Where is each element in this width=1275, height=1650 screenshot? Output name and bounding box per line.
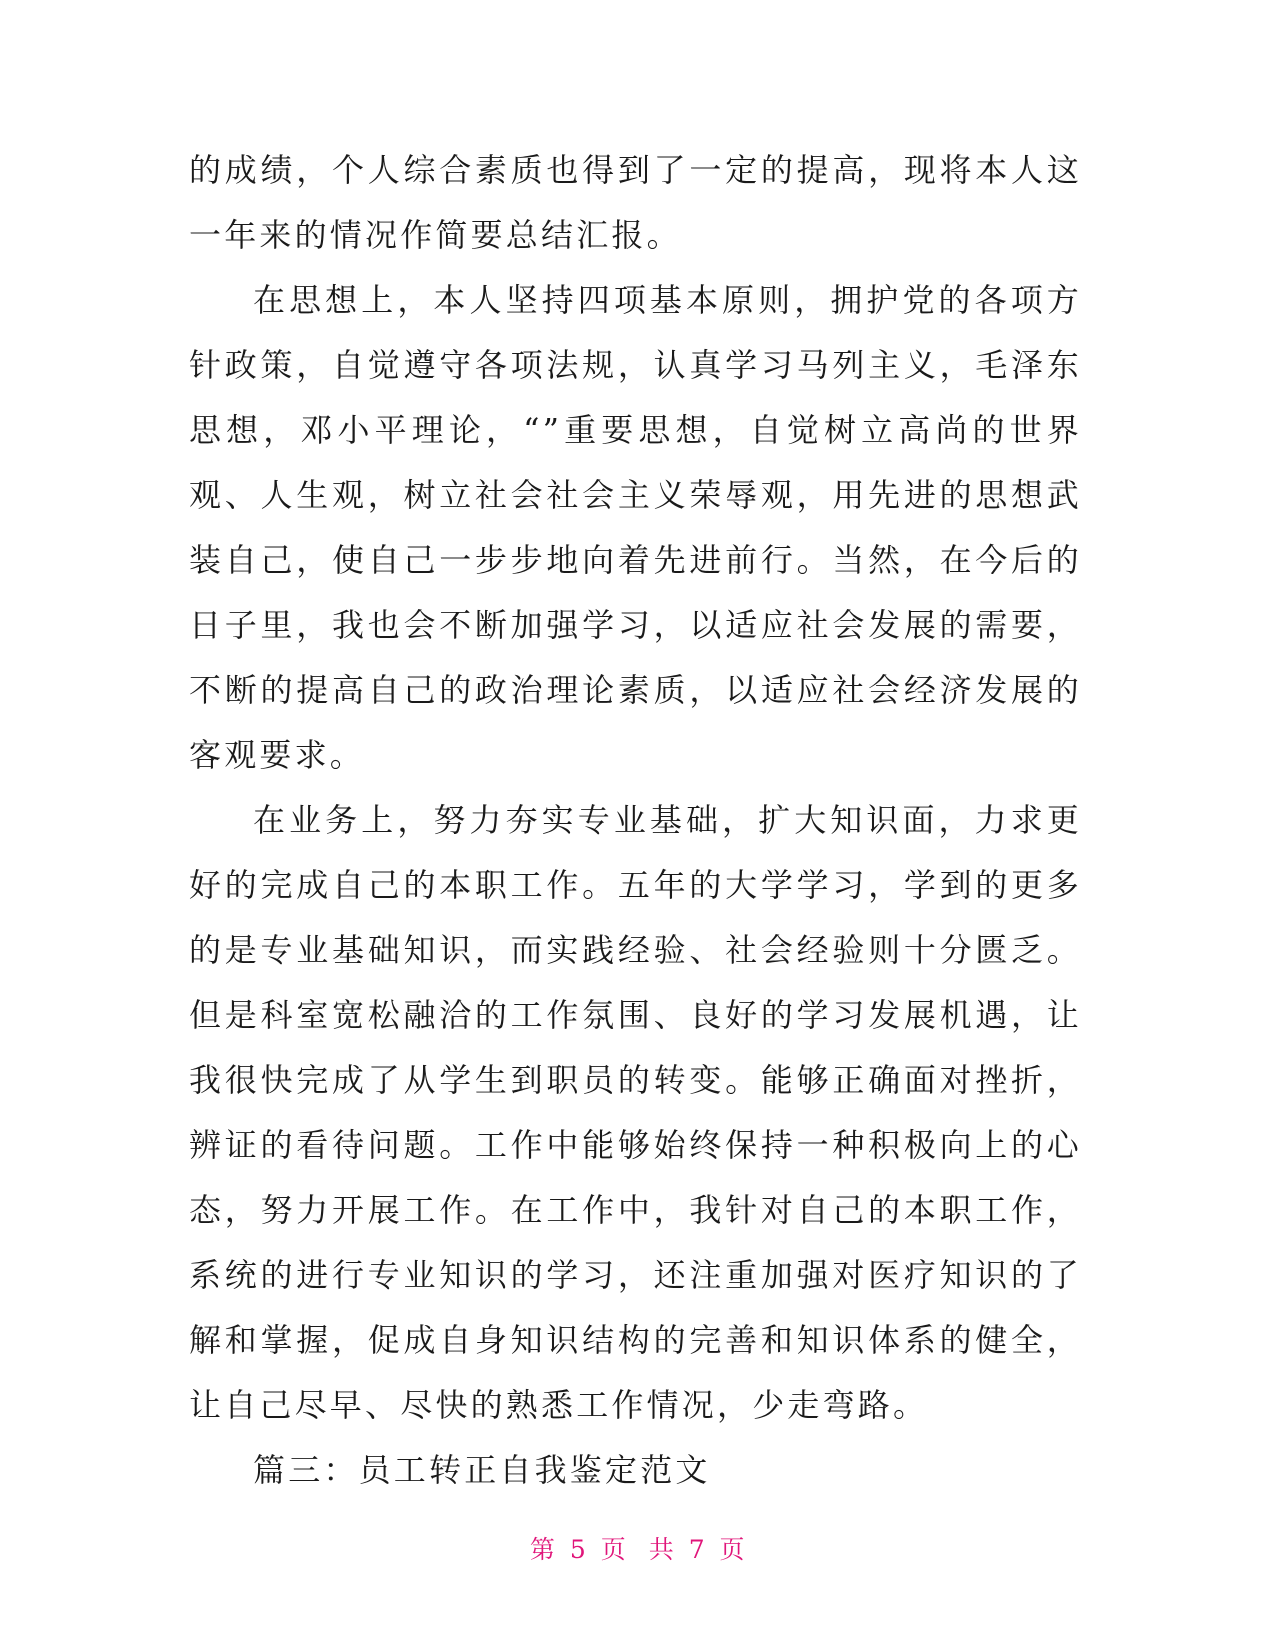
- total-label: 共: [648, 1535, 675, 1564]
- page-footer: [0, 1534, 1275, 1566]
- current-page-number: 5: [569, 1535, 587, 1564]
- page-suffix: 页: [719, 1535, 746, 1564]
- page-label: 页: [600, 1535, 627, 1564]
- paragraph-ideology: 在思想上，本人坚持四项基本原则，拥护党的各项方针政策，自觉遵守各项法规，认真学习马列主义，毛泽东思想，邓小平理论，“”重要思想，自觉树立高尚的世界观、人生观，树立社会社会主义荣辱观，用先进的思想武装自己，使自己一步步地向着先进前行。当然，在今后的日子里，我也会不断加强学习，以适应社会发展的需要，不断的提高自己的政治理论素质，以适应社会经济发展的客观要求。: [189, 281, 1082, 774]
- section-heading: 篇三：员工转正自我鉴定范文: [253, 1451, 711, 1489]
- paragraph-continuation: 的成绩，个人综合素质也得到了一定的提高，现将本人这一年来的情况作简要总结汇报。: [189, 151, 1082, 254]
- total-pages-number: 7: [688, 1535, 706, 1564]
- paragraph-work: 在业务上，努力夯实专业基础，扩大知识面，力求更好的完成自己的本职工作。五年的大学学习，学到的更多的是专业基础知识，而实践经验、社会经验则十分匮乏。但是科室宽松融洽的工作氛围、良好的学习发展机遇，让我很快完成了从学生到职员的转变。能够正确面对挫折，辨证的看待问题。工作中能够始终保持一种积极向上的心态，努力开展工作。在工作中，我针对自己的本职工作，系统的进行专业知识的学习，还注重加强对医疗知识的了解和掌握，促成自身知识结构的完善和知识体系的健全，让自己尽早、尽快的熟悉工作情况，少走弯路。: [189, 801, 1082, 1424]
- document-body: [189, 138, 1082, 1503]
- page-prefix: 第: [529, 1535, 556, 1564]
